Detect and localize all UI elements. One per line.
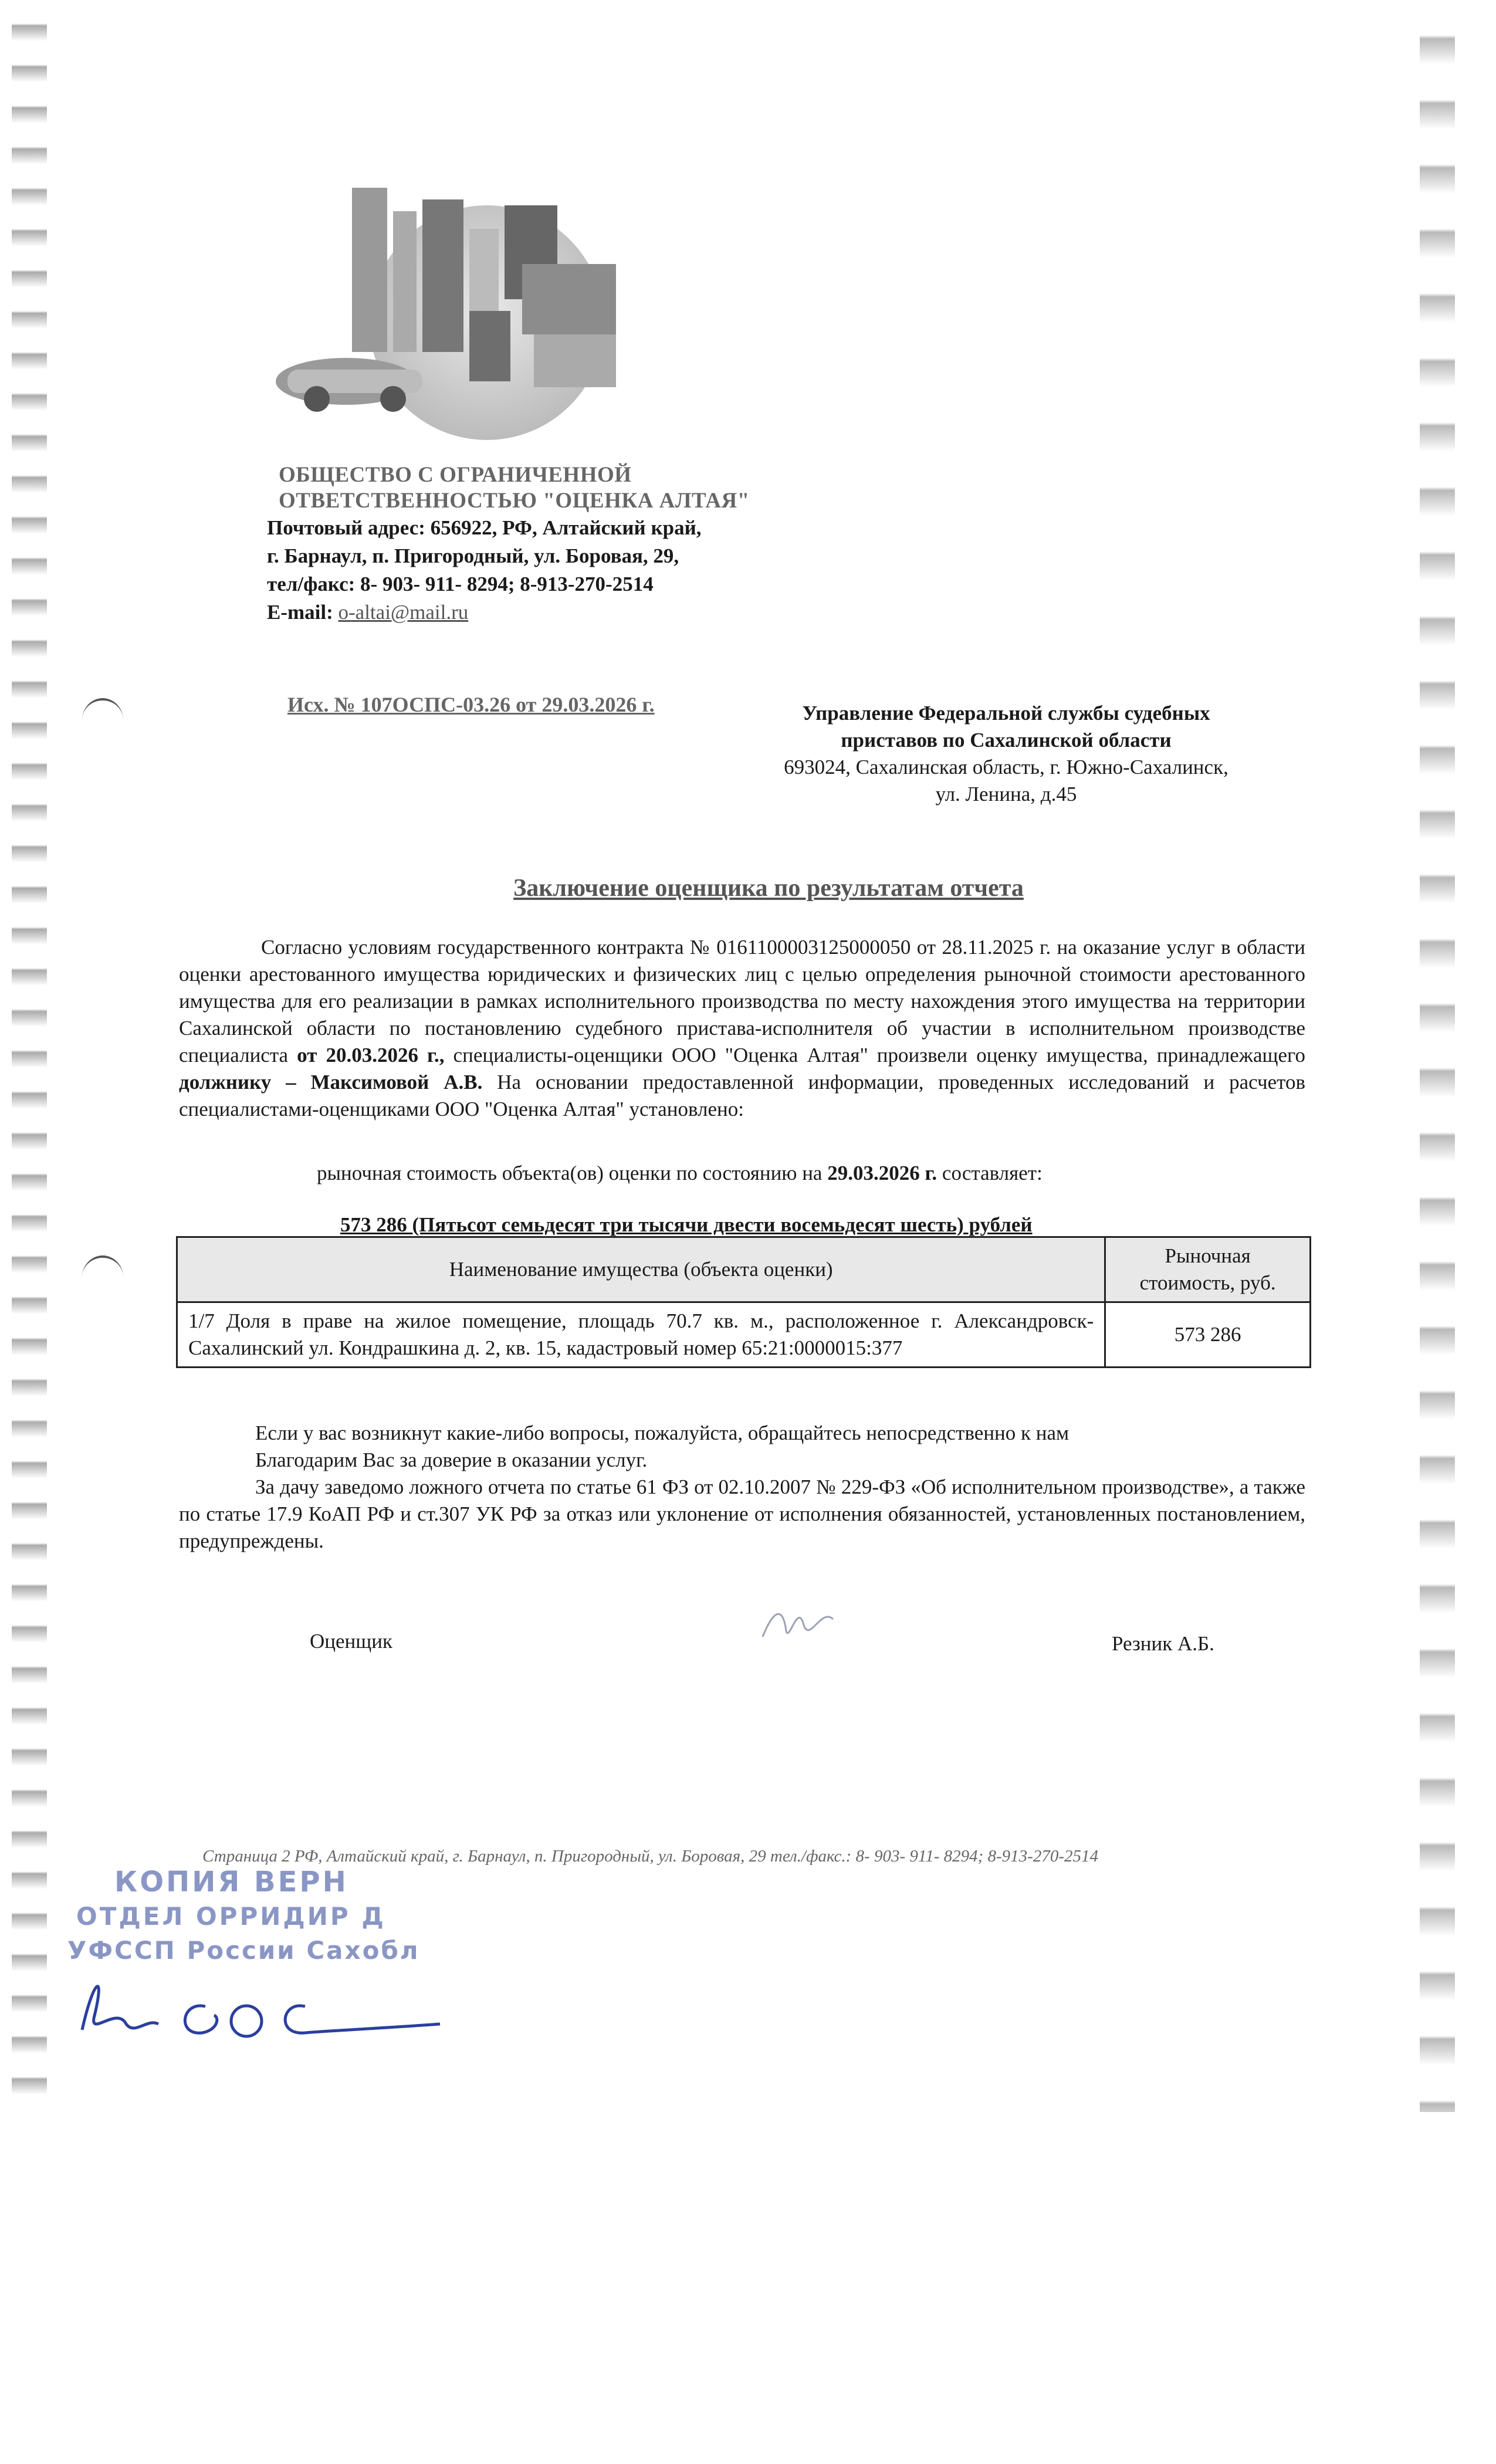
document-title: Заключение оценщика по результатам отчета bbox=[513, 875, 1024, 902]
closing-block bbox=[179, 1420, 1305, 1555]
table-cell-description: 1/7 Доля в праве на жилое помещение, площадь 70.7 кв. м., расположенное г. Александровск-Сахалинский ул. Кондрашкина д. 2, кв. 15, кадастровый номер 65:21:0000015:377 bbox=[177, 1302, 1105, 1368]
email-label: E-mail: bbox=[267, 601, 333, 624]
email-line bbox=[267, 598, 854, 627]
handwritten-signature bbox=[70, 1965, 446, 2053]
outgoing-number: Исх. № 107ОСПС-03.26 от 29.03.2026 г. bbox=[287, 693, 655, 716]
addressee-org-line: Управление Федеральной службы судебных bbox=[802, 702, 1210, 725]
company-contacts bbox=[267, 514, 854, 627]
body-paragraph: Согласно условиям государственного контракта № 0161100003125000050 от 28.11.2025 г. на оказание услуг в области оценки арестованного имущества юридических и физических лиц с целью определения рыночной стоимости арестованного имущества для его реализации в рамках исполнительного производства по месту нахождения этого имущества на территории Сахалинской области по постановлению судебного пристава-исполнителя об участии в исполнительном производстве специалиста от 20.03.2026 г., специалисты-оценщики ООО "Оценка Алтая" произвели оценку имущества, принадлежащего должнику – Максимовой А.В. На основании предоставленной информации, проведенных исследований и расчетов специалистами-оценщиками ООО "Оценка Алтая" установлено: bbox=[179, 936, 1305, 1121]
punch-hole-mark bbox=[82, 698, 123, 742]
scan-edge-left bbox=[12, 0, 47, 2112]
certified-copy-stamp: КОПИЯ ВЕРН ОТДЕЛ ОРРИДИР Д УФССП России Сахобл bbox=[67, 1866, 420, 1965]
company-logo-image bbox=[276, 176, 651, 446]
appraiser-label: Оценщик bbox=[310, 1630, 392, 1653]
company-name: ОБЩЕСТВО С ОГРАНИЧЕННОЙ ОТВЕТСТВЕННОСТЬЮ "ОЦЕНКА АЛТАЯ" bbox=[279, 463, 750, 513]
phone-fax-line: тел/факс: 8- 903- 911- 8294; 8-913-270-2514 bbox=[267, 573, 654, 595]
appraiser-name: Резник А.Б. bbox=[1112, 1632, 1214, 1655]
addressee-address-line: 693024, Сахалинская область, г. Южно-Сахалинск, bbox=[784, 756, 1228, 779]
addressee-block bbox=[733, 700, 1279, 808]
table-header-row bbox=[177, 1237, 1311, 1302]
valuation-amount: 573 286 (Пятьсот семьдесят три тысячи двести восемьдесят шесть) рублей bbox=[340, 1213, 1033, 1236]
closing-warning-paragraph: За дачу заведомо ложного отчета по статье 61 ФЗ от 02.10.2007 № 229-ФЗ «Об исполнительном производстве», а также по статье 17.9 КоАП РФ и ст.307 УК РФ за отказ или уклонение от исполнения обязанностей, установленных постановлением, предупреждены. bbox=[179, 1475, 1305, 1552]
addressee-address-line: ул. Ленина, д.45 bbox=[935, 783, 1077, 805]
email-link[interactable]: o-altai@mail.ru bbox=[338, 601, 469, 624]
closing-thanks-line: Благодарим Вас за доверие в оказании услуг. bbox=[255, 1448, 648, 1471]
postal-address-line: г. Барнаул, п. Пригородный, ул. Боровая, 29, bbox=[267, 544, 679, 567]
addressee-org-line: приставов по Сахалинской области bbox=[841, 729, 1172, 752]
closing-contact-line: Если у вас возникнут какие-либо вопросы, пожалуйста, обращайтесь непосредственно к нам bbox=[255, 1421, 1069, 1444]
table-cell-price: 573 286 bbox=[1105, 1302, 1311, 1368]
valuation-date: 29.03.2026 г. bbox=[827, 1162, 937, 1184]
page-footer: Страница 2 РФ, Алтайский край, г. Барнаул, п. Пригородный, ул. Боровая, 29 тел./факс.: 8- 903- 911- 8294; 8-913-270-2514 bbox=[202, 1847, 1098, 1866]
executor-date: от 20.03.2026 г., bbox=[297, 1044, 445, 1067]
table-row bbox=[177, 1302, 1311, 1368]
appraiser-signature bbox=[757, 1596, 851, 1649]
valuation-statement: рыночная стоимость объекта(ов) оценки по состоянию на 29.03.2026 г. составляет: bbox=[317, 1162, 1043, 1184]
postal-address-line: Почтовый адрес: 656922, РФ, Алтайский край, bbox=[267, 516, 702, 539]
table-header-name: Наименование имущества (объекта оценки) bbox=[177, 1237, 1105, 1302]
debtor-name: должнику – Максимовой А.В. bbox=[179, 1071, 483, 1094]
punch-hole-mark bbox=[82, 1255, 123, 1299]
table-header-price: Рыночная стоимость, руб. bbox=[1105, 1237, 1311, 1302]
scan-edge-right bbox=[1420, 0, 1455, 2112]
valuation-table bbox=[176, 1236, 1311, 1368]
